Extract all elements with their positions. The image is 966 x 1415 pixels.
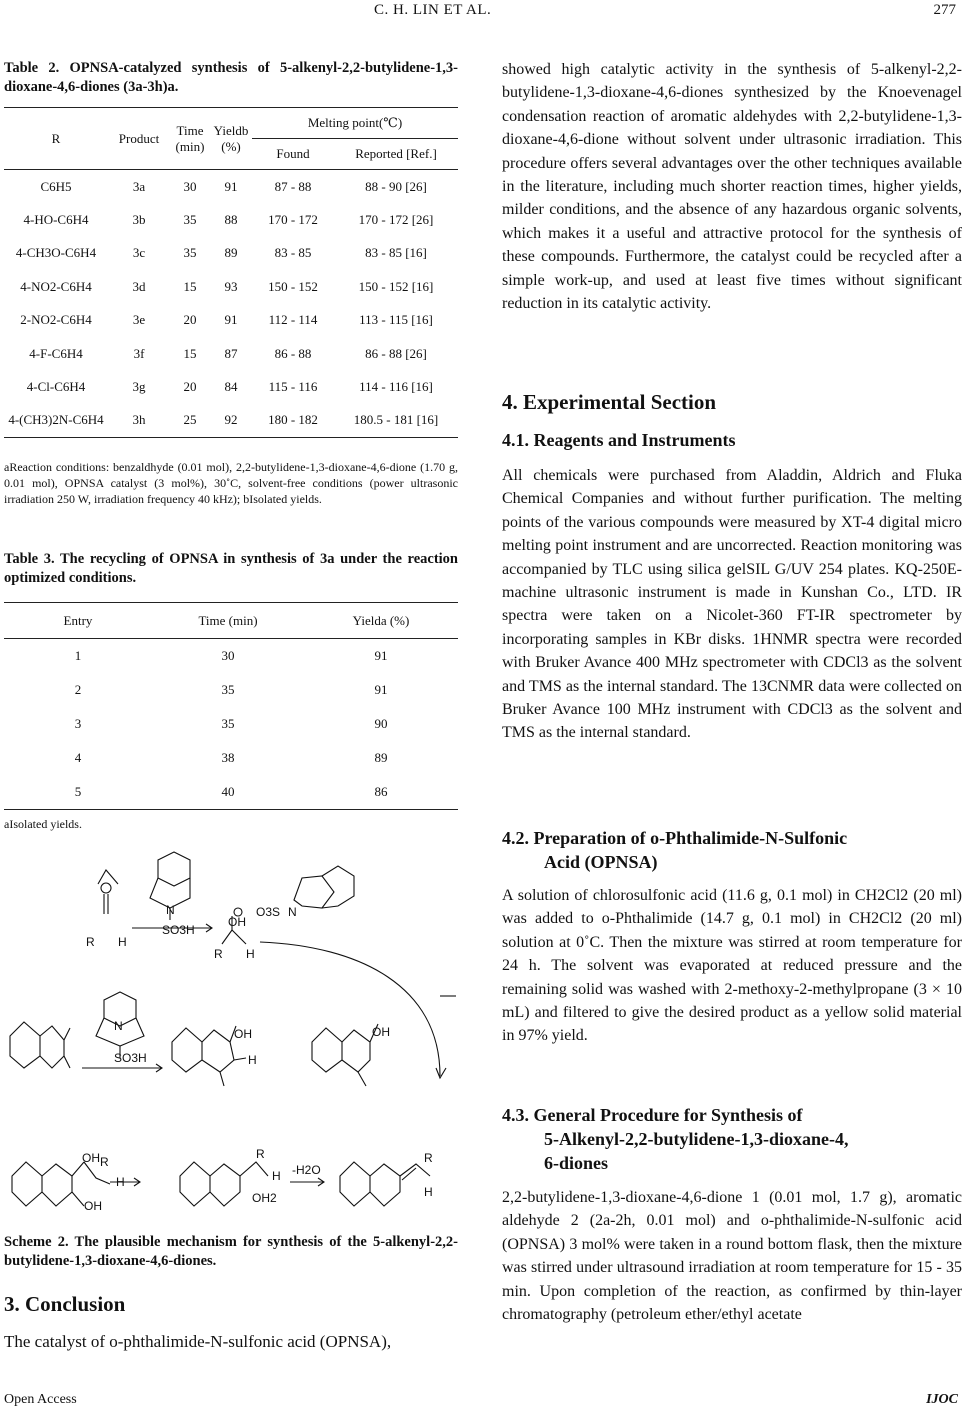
section-4-2-text: A solution of chlorosulfonic acid (11.6 g, 0.1 mol) in CH2Cl2 (20 ml) was added to o-Phthalimide (14.7 g, 0.1 mol) in CH2Cl2 (20 ml) solution at 0˚C. Then the mixture was stirred at room temperature for 24 h. The solvent was evaporated at reduced pressure and the remaining solid was washed with 2-methoxy-2-methylpropane (3 × 10 mL) and filtered to give the desired product as a yellow solid material in 97% yield.	[502, 887, 962, 1045]
svg-text:H: H	[248, 1053, 257, 1067]
t2-h-yield: Yieldb (%)	[213, 122, 249, 154]
t2-h-reported: Reported [Ref.]	[355, 146, 437, 161]
svg-text:N: N	[166, 903, 175, 917]
experimental-heading: 4. Experimental Section	[502, 390, 717, 414]
page-footer	[0, 1392, 966, 1414]
svg-text:R: R	[86, 935, 95, 949]
t3-h-yield: Yielda (%)	[352, 612, 410, 628]
table-row: C6H5 3a 30 91 87 - 88 88 - 90 [26]	[40, 178, 427, 194]
svg-text:H: H	[424, 1185, 433, 1199]
table-row: 2 35 91	[74, 682, 388, 697]
scheme2-caption: Scheme 2. The plausible mechanism for synthesis of the 5-alkenyl-2,2-butylidene-1,3-dioxane-4,6-diones.	[4, 1234, 458, 1269]
section-4-1-text: All chemicals were purchased from Aladdin, Aldrich and Fluka Chemical Companies and without further purification. The melting points of the various compounds were measured by XT-4 digital micro melting point instrument and are uncorrected. Reaction monitoring was accompanied by TLC using silica gelSIL G/UV 254 plates. KQ-250E-machine ultrasonic instrument is made in Kunshan Co., LTD. IR spectra were taken on a Nicolet-360 FT-IR spectrometer by incorporating samples in KBr disks. 1HNMR spectra were recorded with Bruker Avance 400 MHz spectrometer with CDCl3 as the solvent and TMS as the internal standard. The 13CNMR data were collected on Bruker Avance 100 MHz instrument with CDCl3 as the solvent and TMS as the internal standard.	[502, 467, 962, 742]
svg-text:H: H	[246, 947, 255, 961]
table-row: 4-F-C6H4 3f 15 87 86 - 88 86 - 88 [26]	[29, 345, 427, 361]
table-row: 4-HO-C6H4 3b 35 88 170 - 172 170 - 172 [26]	[23, 212, 434, 228]
table3	[4, 602, 458, 810]
mechanism-scheme	[0, 846, 466, 1218]
svg-text:SO3H: SO3H	[162, 923, 195, 937]
table-row: 4-CH3O-C6H4 3c 35 89 83 - 85 83 - 85 [16]	[15, 245, 427, 261]
t2-h-product: Product	[118, 130, 160, 146]
svg-text:R: R	[424, 1151, 433, 1165]
page-number: 277	[933, 2, 956, 18]
svg-text:H: H	[116, 1175, 125, 1189]
svg-text:N: N	[288, 905, 297, 919]
table2-caption: Table 2. OPNSA-catalyzed synthesis of 5-alkenyl-2,2-butylidene-1,3-dioxane-4,6-diones (3a-3h)a.	[4, 60, 458, 95]
t3-h-entry: Entry	[63, 612, 93, 628]
svg-text:OH: OH	[84, 1199, 102, 1213]
svg-text:OH: OH	[234, 1027, 252, 1041]
table3-footnote: aIsolated yields.	[4, 817, 82, 831]
journal-abbrev: IJOC	[926, 1392, 958, 1407]
section-4-2-heading: 4.2. Preparation of o-Phthalimide-N-Sulfonic Acid (OPNSA)	[502, 828, 848, 872]
svg-text:OH2: OH2	[252, 1191, 277, 1205]
running-title: C. H. LIN ET AL.	[374, 2, 492, 18]
svg-text:N: N	[114, 1019, 123, 1033]
open-access-label: Open Access	[4, 1392, 77, 1407]
conclusion-heading: 3. Conclusion	[4, 1292, 126, 1316]
section-4-3-text: 2,2-butylidene-1,3-dioxane-4,6-dione 1 (0.01 mol, 1.7 g), aromatic aldehyde 2 (2a-2h, 0.01 mol) and o-phthalimide-N-sulfonic acid (OPNSA) 3 mol% were taken in a round bottom flask, then the mixture was stirred under ultrasound irradiation at room temperature for 15 - 35 min. Upon completion of the reaction, as confirmed by thin-layer chromatography (petroleum ether/ethyl acetate	[502, 1189, 962, 1324]
table2	[4, 107, 458, 438]
table-row: 4 38 89	[74, 750, 388, 765]
svg-text:OH: OH	[82, 1151, 100, 1165]
t2-h-time: Time (min)	[175, 122, 205, 154]
svg-text:OH: OH	[372, 1025, 390, 1039]
table3-caption: Table 3. The recycling of OPNSA in synthesis of 3a under the reaction optimized conditions.	[4, 551, 458, 586]
conclusion-text-start	[4, 1329, 458, 1354]
table-row: 4-NO2-C6H4 3d 15 93 150 - 152 150 - 152 [16]	[20, 278, 434, 294]
svg-text:OH: OH	[228, 915, 246, 929]
conclusion-text-line1: The catalyst of o-phthalimide-N-sulfonic acid (OPNSA),	[4, 1332, 392, 1351]
t2-h-mp: Melting point(℃)	[252, 108, 458, 139]
svg-text:R: R	[100, 1155, 109, 1169]
table2-footnote: aReaction conditions: benzaldhyde (0.01 mol), 2,2-butylidene-1,3-dioxane-4,6-dione (1.70 g, 0.01 mol), OPNSA catalyst (3 mol%), 30˚C, solvent-free conditions (power ultrasonic irradiation 250 W, irradiation frequency 40 kHz); bIsolated yields.	[4, 460, 458, 506]
svg-text:H: H	[118, 935, 127, 949]
svg-text:SO3H: SO3H	[114, 1051, 147, 1065]
svg-text:H: H	[272, 1169, 281, 1183]
t2-h-r: R	[51, 130, 61, 146]
table-row: 4-Cl-C6H4 3g 20 84 115 - 116 114 - 116 [16]	[26, 379, 433, 395]
table-row: 4-(CH3)2N-C6H4 3h 25 92 180 - 182 180.5 - 181 [16]	[4, 404, 458, 438]
t2-h-found: Found	[276, 146, 310, 161]
svg-text:R: R	[214, 947, 223, 961]
t3-h-time: Time (min)	[198, 612, 258, 628]
section-4-3-heading: 4.3. General Procedure for Synthesis of 5-Alkenyl-2,2-butylidene-1,3-dioxane-4, 6-diones	[502, 1105, 849, 1173]
svg-text:-H2O: -H2O	[292, 1163, 321, 1177]
conclusion-text: showed high catalytic activity in the synthesis of 5-alkenyl-2,2-butylidene-1,3-dioxane-4,6-diones synthesized by the Knoevenagel condensation reaction of aromatic aldehydes with 2,2-butylidene-1,3-dioxane-4,6-dione without solvent under ultrasonic irradiation. This procedure offers several advantages over the other techniques available in the literature, including much shorter reaction times, higher yields, milder conditions, and the absence of any hazardous organic solvents, which makes it a useful and attractive protocol for the synthesis of these compounds. Furthermore, the catalyst could be recycled after a simple work-up, and used at least five times without significant reduction in its catalytic activity.	[502, 61, 962, 313]
svg-text:R: R	[256, 1147, 265, 1161]
table-row: 2-NO2-C6H4 3e 20 91 112 - 114 113 - 115 [16]	[20, 312, 433, 328]
table-row: 1 30 91	[74, 648, 388, 663]
svg-text:O3S: O3S	[256, 905, 281, 919]
table-row: 5 40 86	[4, 775, 458, 810]
section-4-1-heading: 4.1. Reagents and Instruments	[502, 430, 736, 450]
running-header	[0, 2, 966, 26]
table-row: 3 35 90	[74, 716, 388, 731]
